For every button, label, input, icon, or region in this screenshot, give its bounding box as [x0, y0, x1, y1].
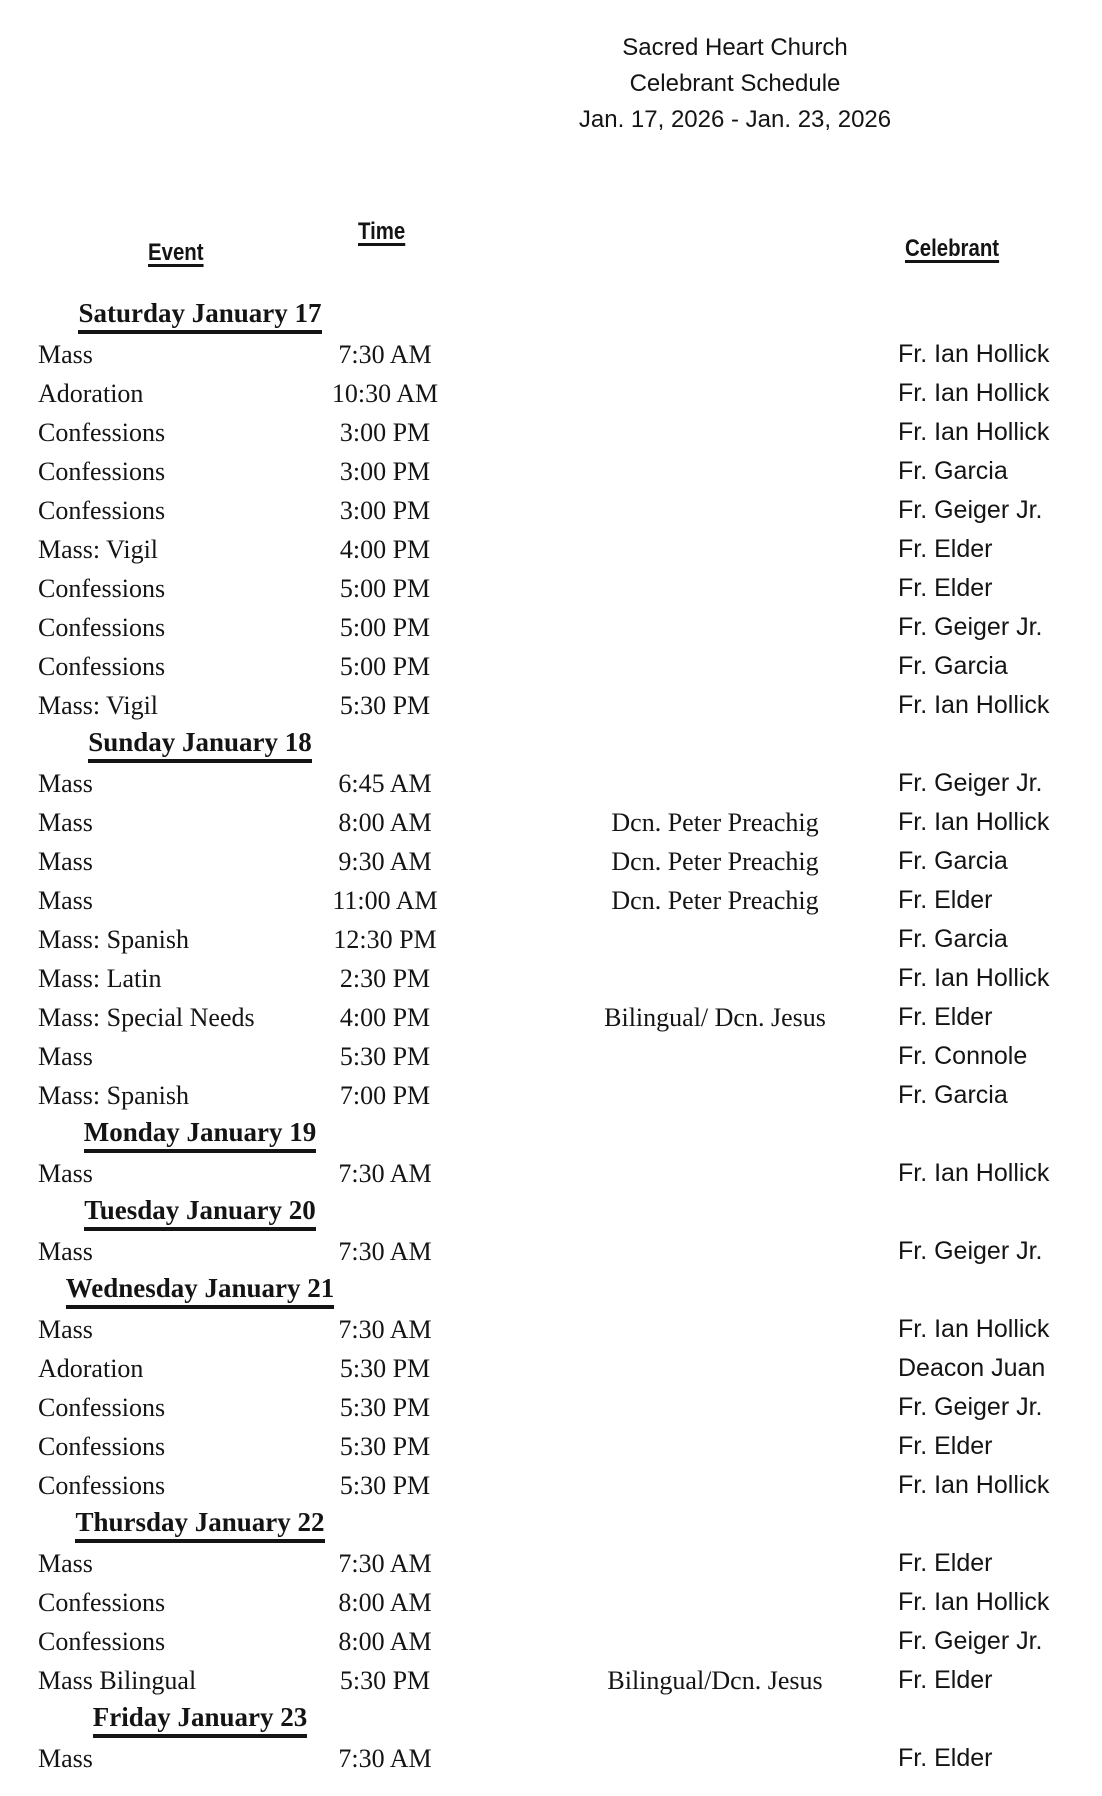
- schedule-row: [0, 998, 1102, 1037]
- note-cell: [530, 608, 900, 647]
- day-rows: [0, 335, 1102, 725]
- time-cell: 8:00 AM: [338, 808, 432, 837]
- day-header-text: Monday January 19: [84, 1117, 317, 1153]
- event-cell: Adoration: [38, 379, 144, 408]
- time-cell: 8:00 AM: [338, 1627, 432, 1656]
- time-cell: 12:30 PM: [333, 925, 437, 954]
- event-cell: Mass: [38, 340, 93, 369]
- time-cell: 7:30 AM: [338, 340, 432, 369]
- schedule-row: [0, 803, 1102, 842]
- schedule-row: [0, 1154, 1102, 1193]
- event-cell: Confessions: [38, 574, 166, 603]
- celebrant-cell: Fr. Elder: [898, 574, 993, 602]
- note-cell: [530, 1544, 900, 1583]
- schedule-body: [0, 296, 1102, 1778]
- celebrant-cell: Fr. Ian Hollick: [898, 808, 1050, 836]
- time-cell: 6:45 AM: [338, 769, 432, 798]
- note-cell: [530, 1739, 900, 1778]
- schedule-row: [0, 1661, 1102, 1700]
- time-cell: 7:00 PM: [339, 1081, 431, 1110]
- celebrant-cell: Fr. Elder: [898, 1003, 993, 1031]
- note-cell: [530, 569, 900, 608]
- event-cell: Confessions: [38, 1393, 166, 1422]
- schedule-row: [0, 452, 1102, 491]
- note-cell: Dcn. Peter Preachig: [611, 886, 819, 915]
- event-cell: Confessions: [38, 1627, 166, 1656]
- celebrant-cell: Fr. Geiger Jr.: [898, 1627, 1043, 1655]
- time-cell: 5:30 PM: [339, 1042, 431, 1071]
- time-cell: 7:30 AM: [338, 1744, 432, 1773]
- note-cell: [530, 1076, 900, 1115]
- time-cell: 3:00 PM: [339, 457, 431, 486]
- time-cell: 5:00 PM: [339, 652, 431, 681]
- event-cell: Confessions: [38, 496, 166, 525]
- column-header-time-label: Time: [358, 218, 406, 245]
- note-cell: [530, 1232, 900, 1271]
- schedule-row: [0, 413, 1102, 452]
- celebrant-cell: Fr. Ian Hollick: [898, 691, 1050, 719]
- event-cell: Mass: [38, 769, 93, 798]
- note-cell: [530, 491, 900, 530]
- note-cell: [530, 1466, 900, 1505]
- schedule-row: [0, 1349, 1102, 1388]
- celebrant-cell: Fr. Ian Hollick: [898, 1588, 1050, 1616]
- day-header-text: Thursday January 22: [75, 1507, 324, 1543]
- celebrant-cell: Fr. Garcia: [898, 847, 1008, 875]
- celebrant-cell: Fr. Elder: [898, 1549, 993, 1577]
- schedule-row: [0, 335, 1102, 374]
- column-header-time: [358, 218, 414, 246]
- celebrant-cell: Fr. Elder: [898, 1666, 993, 1694]
- note-cell: [530, 374, 900, 413]
- schedule-row: [0, 647, 1102, 686]
- event-cell: Mass: [38, 1315, 93, 1344]
- day-header: [0, 1700, 400, 1739]
- schedule-row: [0, 764, 1102, 803]
- note-cell: [530, 530, 900, 569]
- time-cell: 3:00 PM: [339, 418, 431, 447]
- day-rows: [0, 1232, 1102, 1271]
- schedule-row: [0, 1388, 1102, 1427]
- note-cell: [530, 1349, 900, 1388]
- schedule-row: [0, 959, 1102, 998]
- event-cell: Mass: Latin: [38, 964, 162, 993]
- celebrant-cell: Fr. Geiger Jr.: [898, 1237, 1043, 1265]
- time-cell: 9:30 AM: [338, 847, 432, 876]
- celebrant-cell: Fr. Elder: [898, 535, 993, 563]
- church-name: Sacred Heart Church: [622, 34, 848, 61]
- celebrant-cell: Fr. Ian Hollick: [898, 1471, 1050, 1499]
- note-cell: [530, 959, 900, 998]
- event-cell: Confessions: [38, 652, 166, 681]
- schedule-row: [0, 608, 1102, 647]
- day-header: [0, 296, 400, 335]
- event-cell: Mass: [38, 1237, 93, 1266]
- schedule-row: [0, 1466, 1102, 1505]
- event-cell: Mass: [38, 1042, 93, 1071]
- celebrant-cell: Fr. Geiger Jr.: [898, 613, 1043, 641]
- celebrant-cell: Fr. Elder: [898, 1432, 993, 1460]
- time-cell: 8:00 AM: [338, 1588, 432, 1617]
- day-header: [0, 1193, 400, 1232]
- event-cell: Mass: [38, 1159, 93, 1188]
- note-cell: Dcn. Peter Preachig: [611, 808, 819, 837]
- event-cell: Mass: [38, 1549, 93, 1578]
- time-cell: 5:30 PM: [339, 1666, 431, 1695]
- event-cell: Confessions: [38, 1471, 166, 1500]
- note-cell: [530, 1583, 900, 1622]
- celebrant-cell: Fr. Garcia: [898, 457, 1008, 485]
- day-header-text: Sunday January 18: [88, 727, 312, 763]
- date-range: Jan. 17, 2026 - Jan. 23, 2026: [578, 106, 892, 133]
- day-header-text: Friday January 23: [93, 1702, 308, 1738]
- event-cell: Mass: [38, 1744, 93, 1773]
- event-cell: Confessions: [38, 1588, 166, 1617]
- time-cell: 4:00 PM: [339, 1003, 431, 1032]
- day-section: [0, 296, 1102, 725]
- day-header-text: Wednesday January 21: [66, 1273, 335, 1309]
- note-cell: Bilingual/Dcn. Jesus: [607, 1666, 823, 1695]
- time-cell: 5:30 PM: [339, 1471, 431, 1500]
- day-rows: [0, 1154, 1102, 1193]
- column-header-event-label: Event: [148, 239, 204, 266]
- schedule-row: [0, 686, 1102, 725]
- note-cell: [530, 1154, 900, 1193]
- day-rows: [0, 1739, 1102, 1778]
- time-cell: 5:30 PM: [339, 1393, 431, 1422]
- schedule-row: [0, 1310, 1102, 1349]
- time-cell: 5:00 PM: [339, 613, 431, 642]
- event-cell: Confessions: [38, 418, 166, 447]
- day-header: [0, 1505, 400, 1544]
- day-section: [0, 725, 1102, 1115]
- note-cell: [530, 413, 900, 452]
- schedule-row: [0, 569, 1102, 608]
- celebrant-cell: Fr. Ian Hollick: [898, 340, 1050, 368]
- note-cell: [530, 647, 900, 686]
- celebrant-cell: Fr. Geiger Jr.: [898, 1393, 1043, 1421]
- event-cell: Mass: [38, 886, 93, 915]
- event-cell: Mass: Vigil: [38, 691, 159, 720]
- celebrant-cell: Fr. Ian Hollick: [898, 379, 1050, 407]
- event-cell: Mass: Spanish: [38, 1081, 189, 1110]
- time-cell: 3:00 PM: [339, 496, 431, 525]
- schedule-row: [0, 1544, 1102, 1583]
- schedule-row: [0, 1037, 1102, 1076]
- time-cell: 7:30 AM: [338, 1159, 432, 1188]
- schedule-row: [0, 1739, 1102, 1778]
- time-cell: 5:00 PM: [339, 574, 431, 603]
- time-cell: 7:30 AM: [338, 1549, 432, 1578]
- note-cell: [530, 335, 900, 374]
- time-cell: 5:30 PM: [339, 691, 431, 720]
- day-header-text: Saturday January 17: [78, 298, 321, 334]
- celebrant-cell: Fr. Geiger Jr.: [898, 496, 1043, 524]
- document-subtitle: Celebrant Schedule: [629, 70, 841, 97]
- event-cell: Mass: Spanish: [38, 925, 189, 954]
- event-cell: Confessions: [38, 457, 166, 486]
- event-cell: Mass: Vigil: [38, 535, 159, 564]
- day-header: [0, 1115, 400, 1154]
- day-section: [0, 1271, 1102, 1505]
- day-rows: [0, 1544, 1102, 1700]
- celebrant-cell: Fr. Elder: [898, 886, 993, 914]
- day-rows: [0, 764, 1102, 1115]
- time-cell: 5:30 PM: [339, 1432, 431, 1461]
- celebrant-cell: Fr. Ian Hollick: [898, 964, 1050, 992]
- day-header-text: Tuesday January 20: [84, 1195, 316, 1231]
- time-cell: 4:00 PM: [339, 535, 431, 564]
- day-section: [0, 1193, 1102, 1271]
- note-cell: [530, 1622, 900, 1661]
- event-cell: Adoration: [38, 1354, 144, 1383]
- note-cell: [530, 1310, 900, 1349]
- document-title-block: [385, 30, 1085, 138]
- schedule-row: [0, 881, 1102, 920]
- schedule-row: [0, 374, 1102, 413]
- note-cell: [530, 1037, 900, 1076]
- schedule-row: [0, 1583, 1102, 1622]
- time-cell: 11:00 AM: [332, 886, 438, 915]
- note-cell: Dcn. Peter Preachig: [611, 847, 819, 876]
- celebrant-cell: Fr. Ian Hollick: [898, 1315, 1050, 1343]
- day-header: [0, 1271, 400, 1310]
- time-cell: 10:30 AM: [331, 379, 439, 408]
- day-section: [0, 1115, 1102, 1193]
- event-cell: Mass: [38, 808, 93, 837]
- celebrant-cell: Fr. Garcia: [898, 925, 1008, 953]
- note-cell: [530, 452, 900, 491]
- celebrant-cell: Fr. Ian Hollick: [898, 418, 1050, 446]
- note-cell: [530, 686, 900, 725]
- celebrant-cell: Deacon Juan: [898, 1354, 1046, 1382]
- day-rows: [0, 1310, 1102, 1505]
- day-section: [0, 1505, 1102, 1700]
- time-cell: 7:30 AM: [338, 1237, 432, 1266]
- note-cell: [530, 764, 900, 803]
- schedule-row: [0, 1427, 1102, 1466]
- event-cell: Mass: Special Needs: [38, 1003, 255, 1032]
- note-cell: [530, 1427, 900, 1466]
- time-cell: 2:30 PM: [339, 964, 431, 993]
- day-section: [0, 1700, 1102, 1778]
- note-cell: [530, 920, 900, 959]
- time-cell: 7:30 AM: [338, 1315, 432, 1344]
- celebrant-cell: Fr. Garcia: [898, 1081, 1008, 1109]
- column-header-event: [148, 239, 213, 267]
- time-cell: 5:30 PM: [339, 1354, 431, 1383]
- note-cell: Bilingual/ Dcn. Jesus: [604, 1003, 826, 1032]
- celebrant-cell: Fr. Geiger Jr.: [898, 769, 1043, 797]
- schedule-row: [0, 491, 1102, 530]
- day-header: [0, 725, 400, 764]
- schedule-row: [0, 1622, 1102, 1661]
- celebrant-cell: Fr. Ian Hollick: [898, 1159, 1050, 1187]
- event-cell: Mass: [38, 847, 93, 876]
- event-cell: Confessions: [38, 613, 166, 642]
- schedule-row: [0, 1076, 1102, 1115]
- schedule-row: [0, 842, 1102, 881]
- schedule-row: [0, 920, 1102, 959]
- celebrant-cell: Fr. Elder: [898, 1744, 993, 1772]
- celebrant-cell: Fr. Connole: [898, 1042, 1028, 1070]
- note-cell: [530, 1388, 900, 1427]
- event-cell: Mass Bilingual: [38, 1666, 197, 1695]
- column-header-celebrant-label: Celebrant: [905, 235, 1000, 262]
- schedule-row: [0, 1232, 1102, 1271]
- column-header-celebrant: [905, 235, 1016, 263]
- event-cell: Confessions: [38, 1432, 166, 1461]
- schedule-row: [0, 530, 1102, 569]
- celebrant-cell: Fr. Garcia: [898, 652, 1008, 680]
